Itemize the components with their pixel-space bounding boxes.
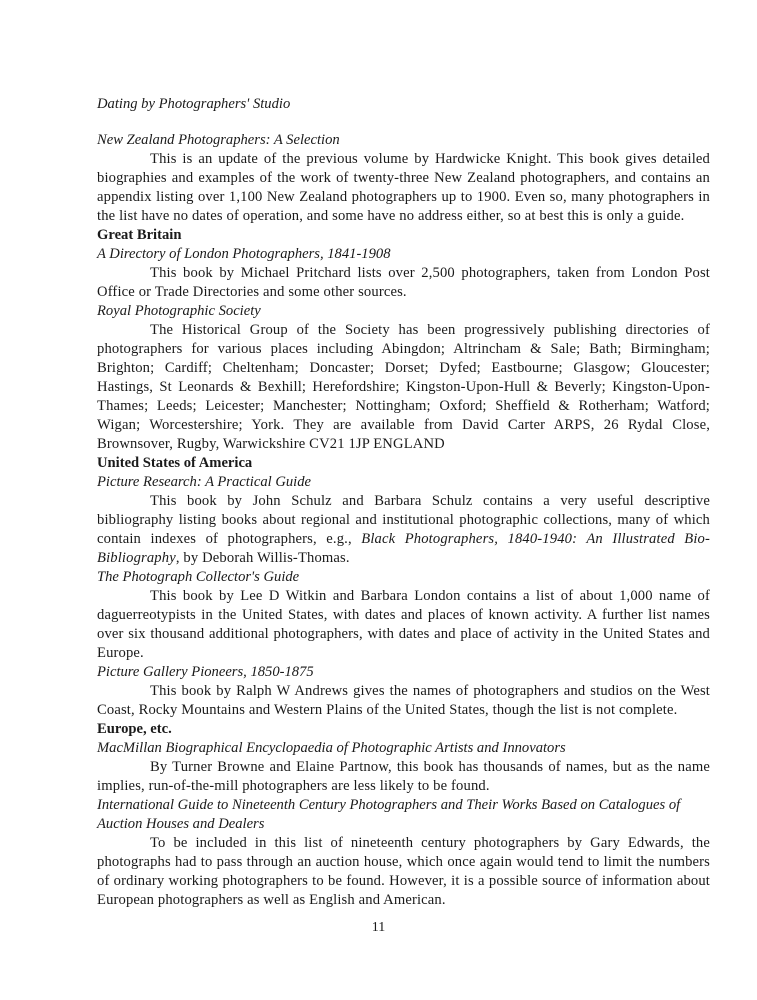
book-description: This is an update of the previous volume by Hardwicke Knight. This book gives detailed biographies and examples of the work of twenty-three New Zealand photographers, and contains an appendix listing over 1,100 New Zealand photographers up to 1900. Even so, many photographers in the list have no dates of operation, and some have no address either, so at best this is only a guide. — [97, 151, 710, 224]
region-heading-great-britain: Great Britain — [97, 227, 182, 243]
region-heading-europe: Europe, etc. — [97, 721, 172, 737]
book-title: International Guide to Nineteenth Century Photographers and Their Works Based on Catalogues of Auction Houses and Dealers — [97, 797, 681, 832]
book-title: The Photograph Collector's Guide — [97, 569, 300, 585]
book-description: To be included in this list of nineteenth century photographers by Gary Edwards, the photographs had to pass through an auction house, which once again would tend to limit the numbers of ordinary working photographers to be found. However, it is a possible source of information about European photographers as well as English and American. — [97, 835, 710, 908]
book-title: Picture Research: A Practical Guide — [97, 474, 311, 490]
book-description: The Historical Group of the Society has been progressively publishing directories of photographers for various places including Abingdon; Altrincham & Sale; Bath; Birmingham; Brighton; Cardiff; Cheltenham; Doncaster; Dorset; Dyfed; Eastbourne; Glasgow; Gloucester; Hastings, St Leonards & Bexhill; Herefordshire; Kingston-Upon-Hull & Beverly; Kingston-Upon-Thames; Leeds; Leicester; Manchester; Nottingham; Oxford; Sheffield & Rotherham; Watford; Wigan; Worcestershire; York. They are available from David Carter ARPS, 26 Rydal Close, Brownsover, Rugby, Warwickshire CV21 1JP ENGLAND — [97, 322, 710, 452]
book-description — [97, 492, 710, 568]
book-description: By Turner Browne and Elaine Partnow, this book has thousands of names, but as the name implies, run-of-the-mill photographers are less likely to be found. — [97, 759, 710, 794]
book-title: New Zealand Photographers: A Selection — [97, 132, 340, 148]
book-description: This book by Ralph W Andrews gives the names of photographers and studios on the West Coast, Rocky Mountains and Western Plains of the United States, though the list is not complete. — [97, 683, 710, 718]
book-title: Picture Gallery Pioneers, 1850-1875 — [97, 664, 314, 680]
book-description: This book by Michael Pritchard lists over 2,500 photographers, taken from London Post Office or Trade Directories and some other sources. — [97, 265, 710, 300]
cited-work-title: Black Photographers, 1840-1940: An Illustrated Bio-Bibliography — [97, 531, 710, 566]
book-title: Royal Photographic Society — [97, 303, 261, 319]
region-heading-united-states: United States of America — [97, 455, 253, 471]
book-title: A Directory of London Photographers, 1841-1908 — [97, 246, 391, 262]
description-text: This book by John Schulz and Barbara Schulz contains a very useful descriptive bibliography listing books about regional and institutional photographic collections, many of which contain indexes of photographers, e.g., — [97, 493, 710, 547]
book-description: This book by Lee D Witkin and Barbara London contains a list of about 1,000 name of daguerreotypists in the United States, with dates and places of known activity. A further list names over six thousand additional photographers, with dates and place of activity in the United States and Europe. — [97, 588, 710, 661]
text-column — [97, 95, 710, 910]
book-title: MacMillan Biographical Encyclopaedia of Photographic Artists and Innovators — [97, 740, 566, 756]
page-title: Dating by Photographers' Studio — [97, 96, 291, 112]
page-number: 11 — [371, 920, 386, 935]
description-text: , by Deborah Willis-Thomas. — [175, 550, 350, 566]
